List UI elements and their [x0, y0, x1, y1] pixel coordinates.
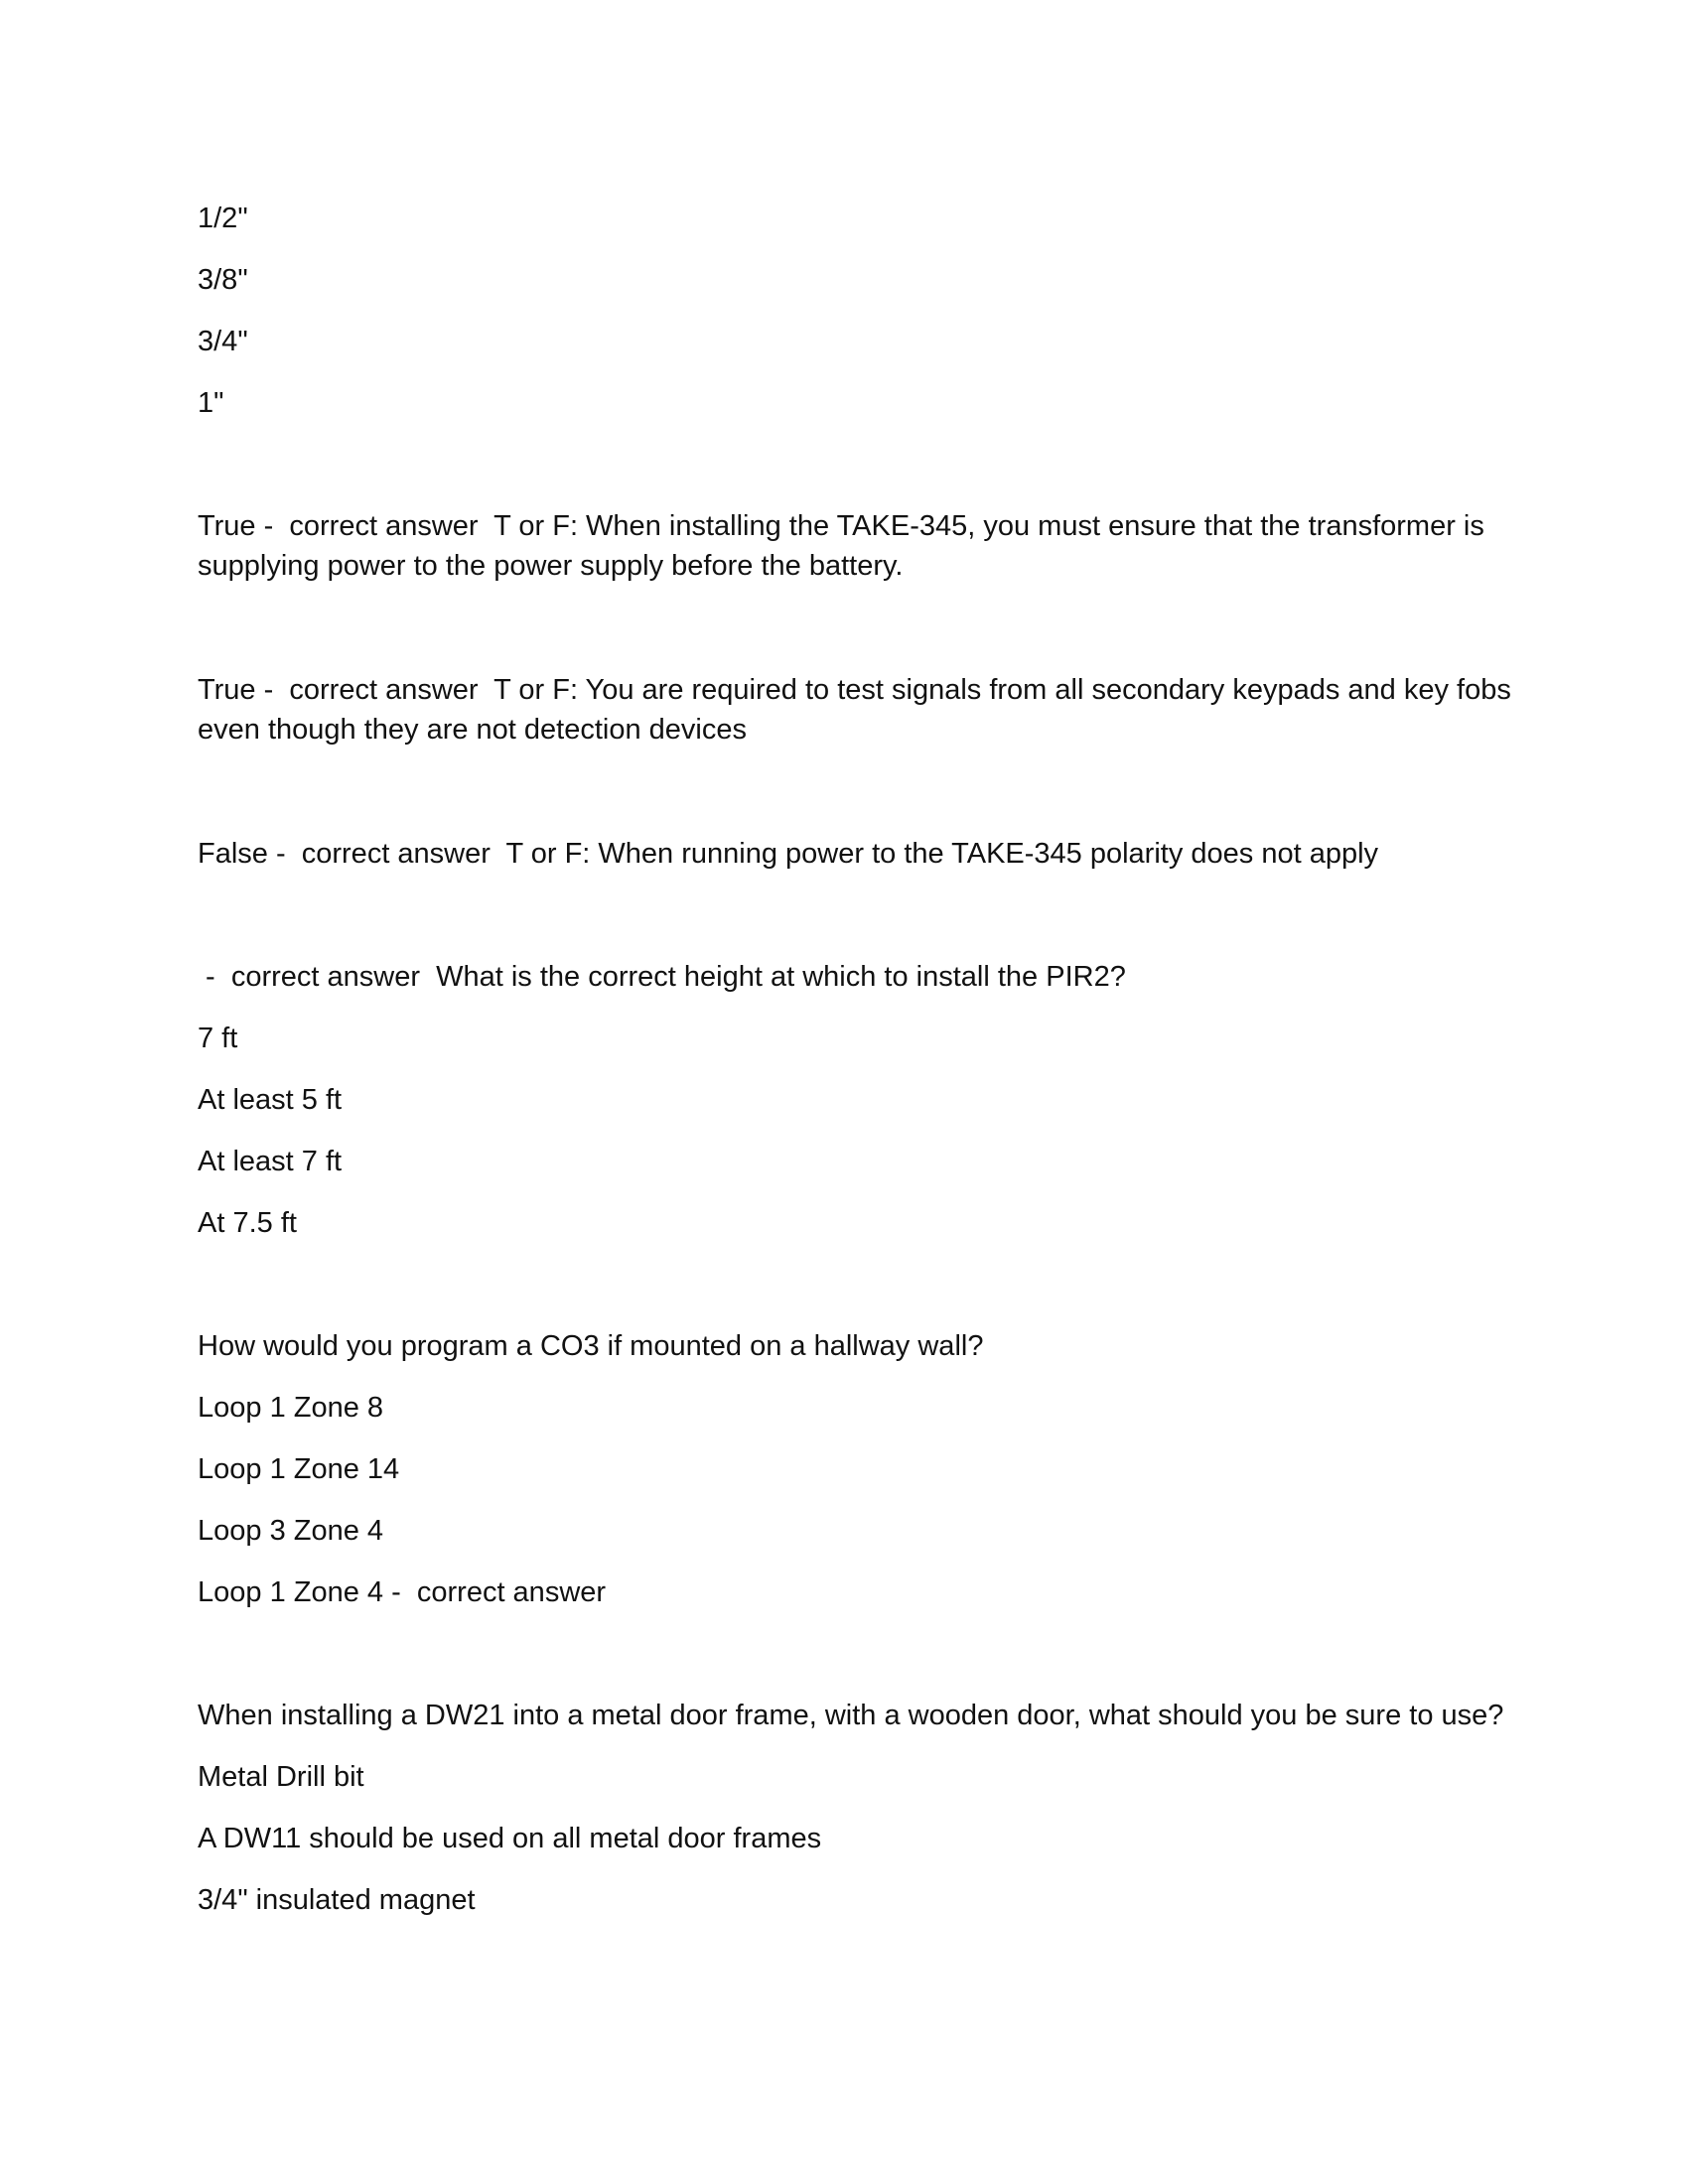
co3-option: Loop 3 Zone 4 — [198, 1515, 384, 1547]
pir2-option: At 7.5 ft — [198, 1207, 297, 1239]
pir2-option: 7 ft — [198, 1023, 238, 1054]
dw21-option: A DW11 should be used on all metal door frames — [198, 1823, 822, 1854]
tf-question-1-line-2: supplying power to the power supply before the battery. — [198, 550, 904, 582]
tf-question-1-line-1: True - correct answer T or F: When installing the TAKE-345, you must ensure that the transformer is — [198, 510, 1484, 542]
answer-option: 3/4" — [198, 326, 248, 357]
dw21-question-prompt: When installing a DW21 into a metal door frame, with a wooden door, what should you be sure to use? — [198, 1700, 1504, 1731]
co3-option: Loop 1 Zone 4 - correct answer — [198, 1576, 607, 1608]
tf-question-2-line-1: True - correct answer T or F: You are required to test signals from all secondary keypads and key fobs — [198, 674, 1511, 706]
co3-option: Loop 1 Zone 14 — [198, 1453, 400, 1485]
pir2-question-prompt: - correct answer What is the correct height at which to install the PIR2? — [198, 961, 1126, 993]
co3-question-prompt: How would you program a CO3 if mounted on a hallway wall? — [198, 1330, 984, 1362]
pir2-option: At least 5 ft — [198, 1084, 343, 1116]
tf-question-2-line-2: even though they are not detection devices — [198, 714, 747, 746]
dw21-option: 3/4" insulated magnet — [198, 1884, 476, 1916]
pir2-option: At least 7 ft — [198, 1146, 343, 1177]
answer-option: 1" — [198, 387, 224, 419]
answer-option: 3/8" — [198, 264, 248, 296]
tf-question-3-line-1: False - correct answer T or F: When running power to the TAKE-345 polarity does not apply — [198, 838, 1379, 870]
answer-option: 1/2" — [198, 203, 248, 234]
co3-option: Loop 1 Zone 8 — [198, 1392, 384, 1424]
dw21-option: Metal Drill bit — [198, 1761, 364, 1793]
